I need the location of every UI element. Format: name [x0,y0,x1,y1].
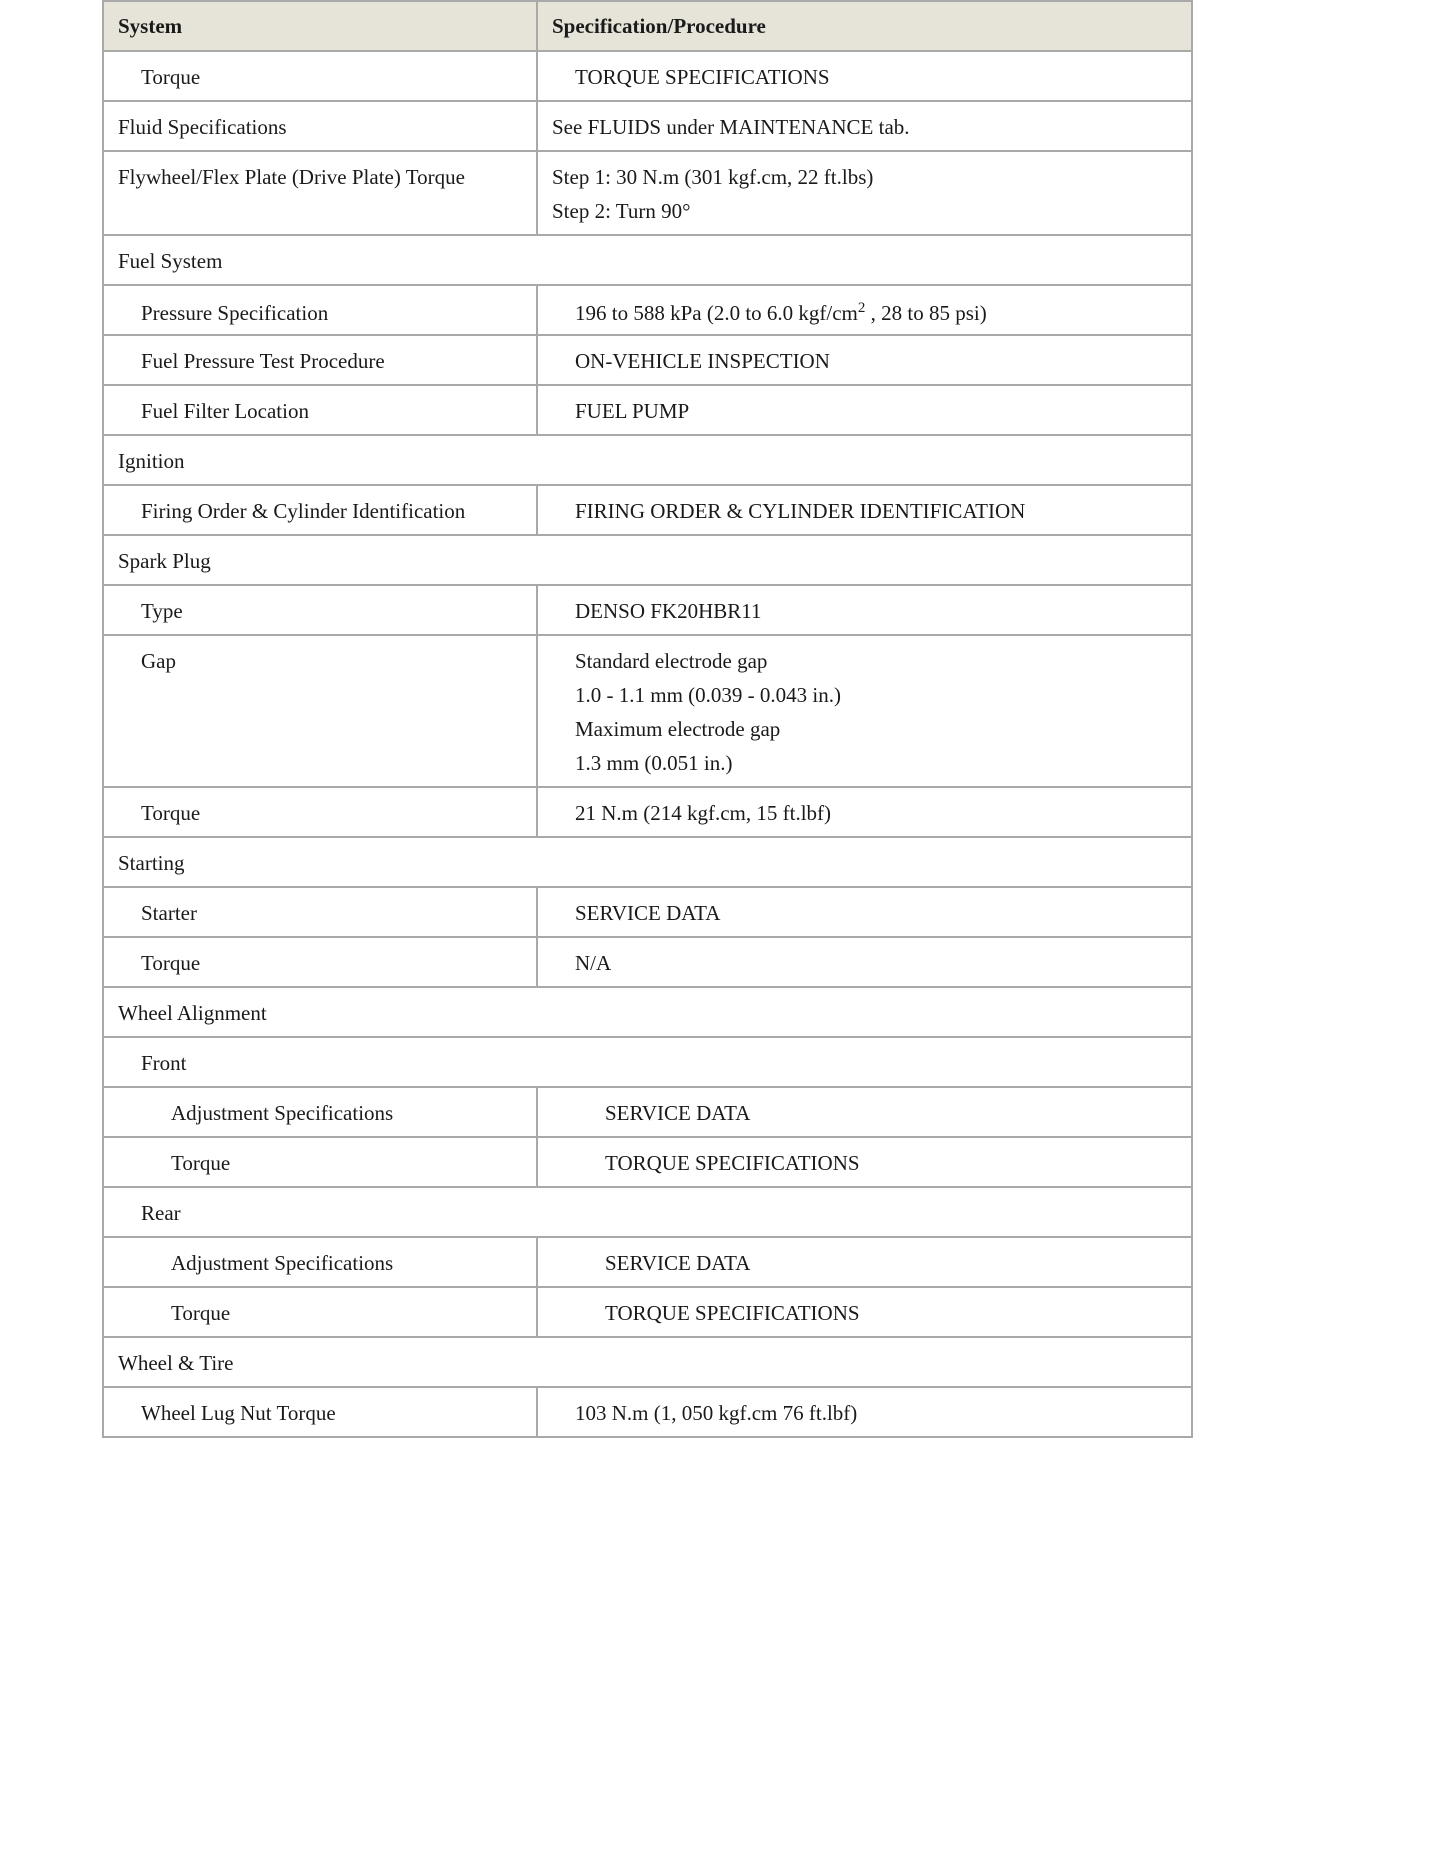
specification-cell [537,787,1192,837]
system-cell: Starter [103,887,537,937]
spec-text: 196 to 588 kPa (2.0 to 6.0 kgf/cm [575,301,858,325]
system-cell: Torque [103,1137,537,1187]
specification-cell [537,1387,1192,1437]
specification-cell [537,51,1192,101]
specification-line: TORQUE SPECIFICATIONS [575,65,830,89]
specification-line: Step 2: Turn 90° [552,199,691,223]
specification-line: 103 N.m (1, 050 kgf.cm 76 ft.lbf) [575,1401,858,1425]
group-heading: Wheel & Tire [103,1337,1192,1387]
specification-line: ON-VEHICLE INSPECTION [575,349,830,373]
specification-line: 21 N.m (214 kgf.cm, 15 ft.lbf) [575,801,832,825]
specification-line: SERVICE DATA [605,1101,751,1125]
system-cell: Pressure Specification [103,285,537,335]
specification-cell [537,335,1192,385]
system-cell: Type [103,585,537,635]
specification-cell [537,585,1192,635]
system-cell: Adjustment Specifications [103,1237,537,1287]
specification-line: Standard electrode gap [575,649,768,673]
specification-cell [537,485,1192,535]
specification-line: See FLUIDS under MAINTENANCE tab. [552,115,910,139]
table-row [103,1087,1192,1137]
table-row [103,285,1192,335]
system-cell: Torque [103,1287,537,1337]
specification-line: DENSO FK20HBR11 [575,599,762,623]
specification-line: SERVICE DATA [605,1251,751,1275]
system-cell: Flywheel/Flex Plate (Drive Plate) Torque [103,151,537,235]
table-row [103,1287,1192,1337]
system-cell: Torque [103,51,537,101]
system-cell: Torque [103,787,537,837]
group-heading: Starting [103,837,1192,887]
table-group-row [103,1337,1192,1387]
table-row [103,887,1192,937]
table-group-row [103,535,1192,585]
group-heading: Rear [103,1187,1192,1237]
specification-line: TORQUE SPECIFICATIONS [605,1301,860,1325]
table-row [103,485,1192,535]
specification-cell [537,1087,1192,1137]
specification-line: Maximum electrode gap [575,717,781,741]
table-row [103,101,1192,151]
specification-cell [537,285,1192,335]
table-body [103,51,1192,1437]
specification-line [575,296,1177,330]
table-group-row [103,987,1192,1037]
group-heading: Ignition [103,435,1192,485]
table-header-row [103,1,1192,51]
specification-line: FUEL PUMP [575,399,690,423]
specification-cell [537,101,1192,151]
table-row [103,787,1192,837]
group-heading: Front [103,1037,1192,1087]
system-cell: Fluid Specifications [103,101,537,151]
specification-line: N/A [575,951,612,975]
specification-cell [537,635,1192,787]
specification-line: SERVICE DATA [575,901,721,925]
specification-line: FIRING ORDER & CYLINDER IDENTIFICATION [575,499,1026,523]
specification-line: 1.3 mm (0.051 in.) [575,751,733,775]
superscript: 2 [857,300,866,316]
specification-cell [537,385,1192,435]
specification-cell [537,937,1192,987]
specification-table [102,0,1193,1438]
system-cell: Firing Order & Cylinder Identification [103,485,537,535]
spec-text: , 28 to 85 psi) [865,301,987,325]
specification-line: Step 1: 30 N.m (301 kgf.cm, 22 ft.lbs) [552,165,874,189]
system-cell: Torque [103,937,537,987]
group-heading: Fuel System [103,235,1192,285]
group-heading: Wheel Alignment [103,987,1192,1037]
column-header-specification: Specification/Procedure [537,1,1192,51]
table-group-row [103,837,1192,887]
table-row [103,635,1192,787]
specification-line: TORQUE SPECIFICATIONS [605,1151,860,1175]
column-header-system: System [103,1,537,51]
table-group-row [103,1187,1192,1237]
table-row [103,335,1192,385]
table-row [103,1237,1192,1287]
specification-line: 1.0 - 1.1 mm (0.039 - 0.043 in.) [575,683,841,707]
table-row [103,585,1192,635]
table-row [103,385,1192,435]
table-row [103,1137,1192,1187]
table-group-row [103,235,1192,285]
system-cell: Gap [103,635,537,787]
table-group-row [103,435,1192,485]
specification-cell [537,1237,1192,1287]
specification-cell [537,887,1192,937]
system-cell: Fuel Pressure Test Procedure [103,335,537,385]
specification-cell [537,151,1192,235]
table-row [103,1387,1192,1437]
system-cell: Adjustment Specifications [103,1087,537,1137]
specification-cell [537,1137,1192,1187]
table-group-row [103,1037,1192,1087]
system-cell: Fuel Filter Location [103,385,537,435]
group-heading: Spark Plug [103,535,1192,585]
system-cell: Wheel Lug Nut Torque [103,1387,537,1437]
specification-cell [537,1287,1192,1337]
table-row [103,51,1192,101]
table-row [103,151,1192,235]
table-row [103,937,1192,987]
